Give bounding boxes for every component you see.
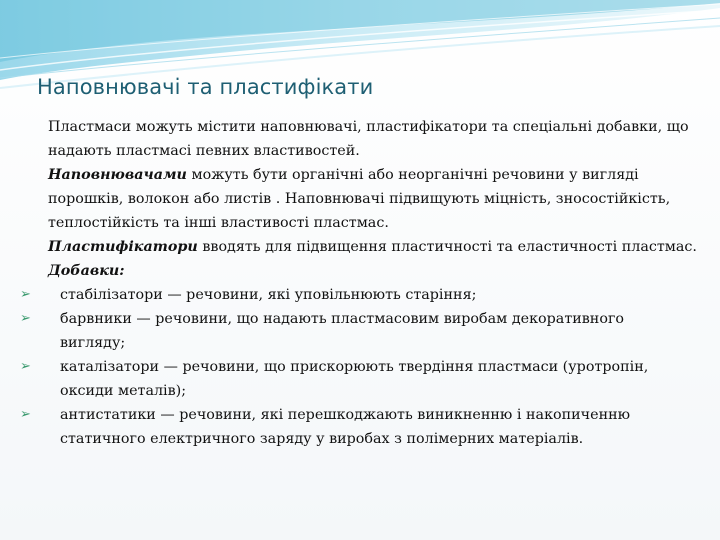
arrow-bullet-icon: ➢ [20, 287, 31, 302]
plasticizers-paragraph [48, 235, 708, 259]
additives-list [20, 283, 680, 451]
arrow-bullet-icon: ➢ [20, 311, 31, 326]
plasticizers-text: вводять для підвищення пластичності та еластичності пластмас. [197, 239, 697, 255]
additive-text: антистатики — речовини, які перешкоджають виникненню і накопиченню статичного електричного заряду у виробах з полімерних матеріалів. [60, 407, 631, 447]
additive-text: стабілізатори — речовини, які уповільнюють старіння; [60, 287, 477, 303]
intro-paragraph: Пластмаси можуть містити наповнювачі, пластифікатори та спеціальні добавки, що надають пластмасі певних властивостей. [48, 119, 689, 159]
arrow-bullet-icon: ➢ [20, 359, 31, 374]
fillers-text: можуть бути органічні або неорганічні речовини у вигляді порошків, волокон або листів . Наповнювачі підвищують міцність, зносостійкість, теплостійкість та інші властивості пластмас. [48, 167, 671, 231]
additive-text: каталізатори — речовини, що прискорюють твердіння пластмаси (уротропін, оксиди металів); [60, 359, 649, 399]
plasticizers-term: Пластифікатори [48, 239, 198, 255]
additives-heading: Добавки: [48, 263, 125, 279]
additive-text: барвники — речовини, що надають пластмасовим виробам декоративного вигляду; [60, 311, 625, 351]
fillers-term: Наповнювачами [48, 167, 187, 183]
list-item [20, 403, 680, 451]
arrow-bullet-icon: ➢ [20, 407, 31, 422]
fillers-paragraph [48, 163, 708, 235]
slide-body [20, 115, 708, 451]
list-item [20, 307, 680, 355]
list-item [20, 283, 680, 307]
slide-title: Наповнювачі та пластифікати [37, 75, 374, 99]
list-item [20, 355, 680, 403]
